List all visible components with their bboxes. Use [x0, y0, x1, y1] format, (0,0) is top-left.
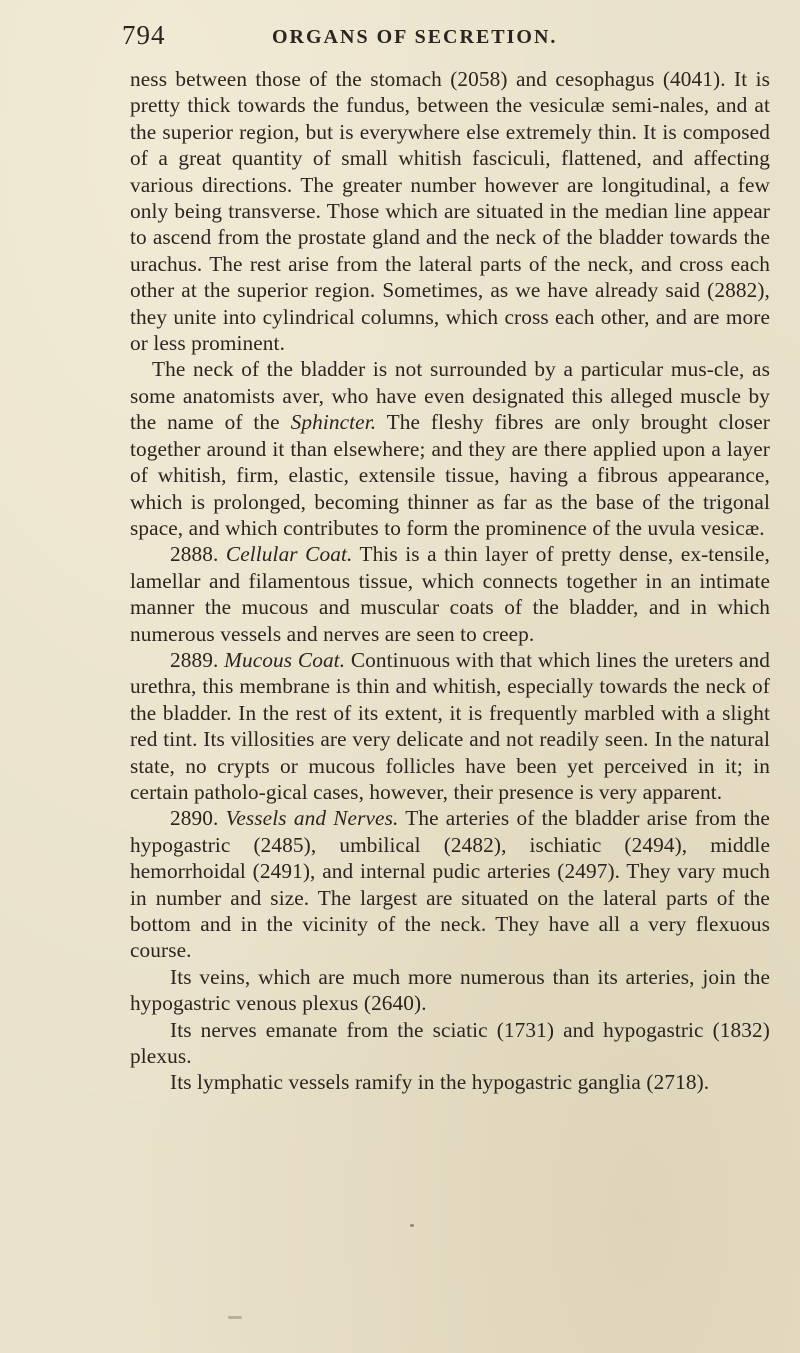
paragraph-mucous-coat	[130, 647, 770, 805]
paragraph-lymphatics: Its lymphatic vessels ramify in the hypogastric ganglia (2718).	[170, 1070, 710, 1095]
paragraph-nerves: Its nerves emanate from the sciatic (1731) and hypogastric (1832) plexus.	[130, 1017, 770, 1069]
running-title: ORGANS OF SECRETION.	[272, 26, 558, 48]
section-heading-vessels-nerves: Vessels and Nerves.	[225, 806, 399, 831]
paragraph-neck-rest: The fleshy fibres are only brought closer together around it than elsewhere; and they are there applied upon a layer of whitish, firm, elastic, extensile tissue, having a fibrous appearance, which is prolonged, becoming thinner as far as the base of the trigonal space, and which contributes to form the prominence of the uvula vesicæ.	[130, 410, 770, 540]
section-heading-cellular-coat: Cellular Coat.	[225, 542, 353, 567]
page-number: 794	[122, 20, 166, 50]
section-number-2889: 2889.	[170, 647, 219, 672]
paragraph-cellular-text: This is a thin layer of pretty dense, ex-tensile, lamellar and filamentous tissue, which connects together in an intimate manner the mucous and muscular coats of the bladder, and in which numerous vessels and nerves are seen to creep.	[130, 542, 770, 646]
section-number-2888: 2888.	[170, 542, 219, 567]
page-header	[122, 18, 762, 54]
paragraph-vessels-nerves	[130, 805, 770, 963]
body-text	[130, 66, 770, 1096]
paragraph-cellular-coat	[130, 541, 770, 647]
paragraph-neck-of-bladder	[130, 356, 770, 541]
paper-smudge	[228, 1316, 242, 1319]
sphincter-term: Sphincter.	[290, 410, 377, 435]
paper-speck	[410, 1224, 414, 1227]
paragraph-veins: Its veins, which are much more numerous than its arteries, join the hypogastric venous plexus (2640).	[130, 964, 770, 1016]
section-number-2890: 2890.	[170, 806, 219, 831]
paragraph-mucous-text: Continuous with that which lines the ureters and urethra, this membrane is thin and whitish, especially towards the neck of the bladder. In the rest of its extent, it is frequently marbled with a slight red tint. Its villosities are very delicate and not readily seen. In the natural state, no crypts or mucous follicles have been yet perceived in it; in certain patholo-gical cases, however, their presence is very apparent.	[130, 647, 770, 804]
paragraph-vessels-text: The arteries of the bladder arise from the hypogastric (2485), umbilical (2482), ischiatic (2494), middle hemorrhoidal (2491), and internal pudic arteries (2497). They vary much in number and size. The largest are situated on the lateral parts of the bottom and in the vicinity of the neck. They have all a very flexuous course.	[130, 806, 770, 963]
paragraph-neck-text: The neck of the bladder is not surrounded by a particular mus-cle, as some anatomists aver, who have even designated this alleged muscle by the name of the	[130, 357, 770, 435]
paragraph-muscular-coat-continued: ness between those of the stomach (2058) and cesophagus (4041). It is pretty thick towards the fundus, between the vesiculæ semi-nales, and at the superior region, but is everywhere else extremely thin. It is composed of a great quantity of small whitish fasciculi, flattened, and affecting various directions. The greater number however are longitudinal, a few only being transverse. Those which are situated in the median line appear to ascend from the prostate gland and the neck of the bladder towards the urachus. The rest arise from the lateral parts of the neck, and cross each other at the superior region. Sometimes, as we have already said (2882), they unite into cylindrical columns, which cross each other, and are more or less prominent.	[130, 67, 770, 356]
section-heading-mucous-coat: Mucous Coat.	[224, 647, 346, 672]
